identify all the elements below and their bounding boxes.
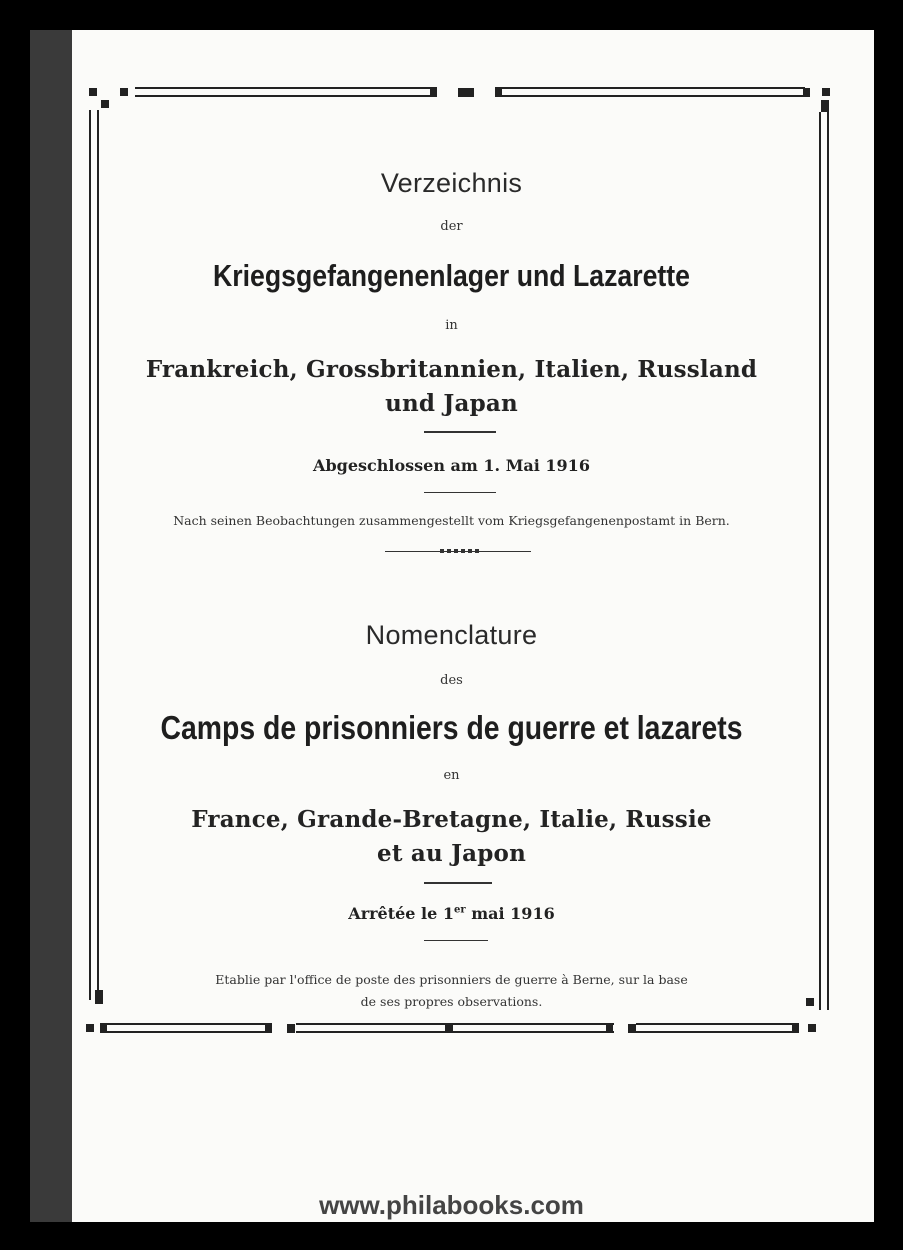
french-closing-date: Arrêtée le 1er mai 1916 xyxy=(348,904,555,923)
separator-rule xyxy=(424,492,496,493)
german-countries-line1: Frankreich, Grossbritannien, Italien, Russland xyxy=(145,356,758,383)
german-preposition: in xyxy=(445,318,458,333)
german-heading: Verzeichnis xyxy=(380,168,523,198)
date-superscript: er xyxy=(454,904,466,916)
french-countries-line2: et au Japon xyxy=(376,840,527,867)
german-countries-line2: und Japan xyxy=(385,390,518,417)
french-note-line1: Etablie par l'office de poste des prisonniers de guerre à Berne, sur la base xyxy=(215,972,688,987)
french-preposition: en xyxy=(443,768,460,783)
french-main-title: Camps de prisonniers de guerre et lazarets xyxy=(160,709,743,746)
french-article: des xyxy=(440,673,463,688)
separator-rule xyxy=(424,940,488,941)
french-countries-line1: France, Grande-Bretagne, Italie, Russie xyxy=(191,806,712,833)
german-compiled-note: Nach seinen Beobachtungen zusammengestellt vom Kriegsgefangenenpostamt in Bern. xyxy=(173,513,730,528)
german-article: der xyxy=(440,219,463,234)
website-watermark: www.philabooks.com xyxy=(319,1190,584,1220)
separator-rule xyxy=(424,882,492,884)
separator-rule xyxy=(424,431,496,433)
french-note-line2: de ses propres observations. xyxy=(360,994,543,1009)
ornamental-dots xyxy=(440,549,480,553)
german-main-title: Kriegsgefangenenlager und Lazarette xyxy=(212,258,691,293)
french-heading: Nomenclature xyxy=(365,620,538,650)
german-closing-date: Abgeschlossen am 1. Mai 1916 xyxy=(313,456,590,475)
